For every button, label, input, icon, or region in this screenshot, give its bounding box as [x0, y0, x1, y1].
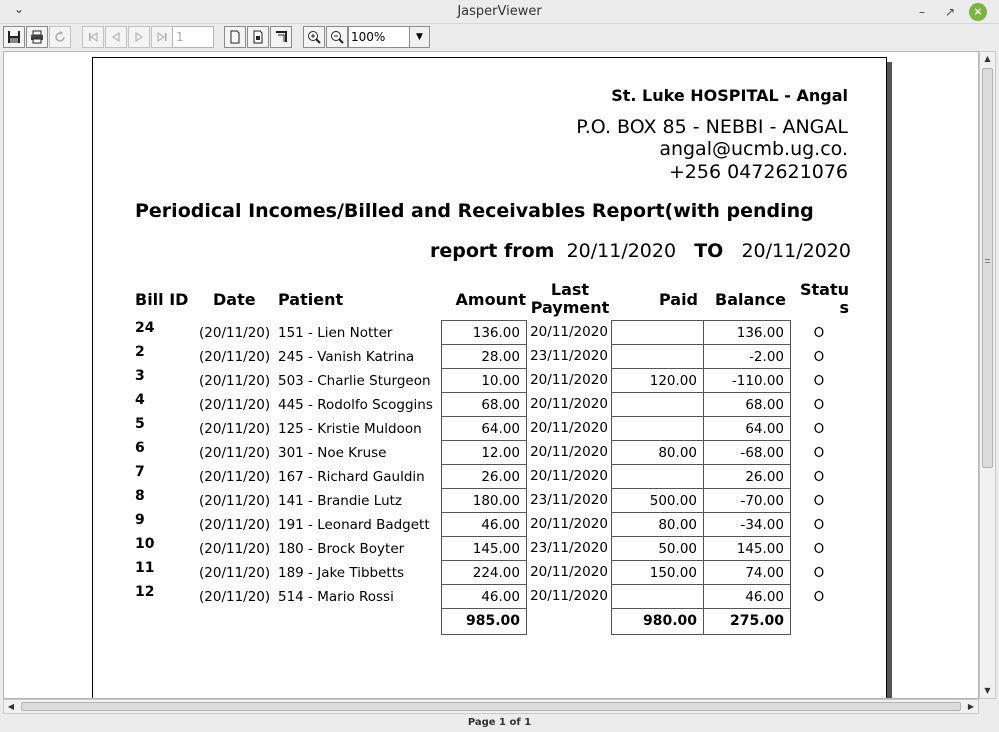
row-bill-id: 3: [135, 368, 145, 384]
print-button[interactable]: [26, 26, 48, 48]
report-page: [92, 57, 887, 699]
row-date: (20/11/20): [199, 349, 271, 365]
vertical-scroll-thumb[interactable]: [982, 68, 993, 468]
row-status: O: [813, 493, 825, 509]
row-balance: -110.00: [703, 368, 791, 393]
horizontal-scrollbar[interactable]: [3, 699, 979, 714]
row-last-payment: 20/11/2020: [530, 324, 608, 340]
row-bill-id: 8: [135, 488, 145, 504]
column-header-paid: Paid: [658, 290, 698, 309]
row-last-payment: 20/11/2020: [530, 588, 608, 604]
column-header-bill-id: Bill ID: [135, 290, 189, 309]
scroll-right-icon[interactable]: ▶: [967, 702, 975, 711]
actual-size-button[interactable]: [224, 26, 246, 48]
first-page-button[interactable]: [82, 26, 104, 48]
row-date: (20/11/20): [199, 373, 271, 389]
column-header-amount: Amount: [455, 290, 526, 309]
row-last-payment: 23/11/2020: [530, 348, 608, 364]
row-date: (20/11/20): [199, 589, 271, 605]
row-patient: 191 - Leonard Badgett: [278, 517, 430, 533]
row-patient: 301 - Noe Kruse: [278, 445, 387, 461]
row-status: O: [813, 541, 825, 557]
row-amount: 12.00: [441, 440, 527, 465]
row-last-payment: 20/11/2020: [530, 396, 608, 412]
row-date: (20/11/20): [199, 421, 271, 437]
row-amount: 46.00: [441, 584, 527, 609]
row-balance: 74.00: [703, 560, 791, 585]
hospital-email: angal@ucmb.ug.co.: [659, 138, 848, 160]
row-bill-id: 4: [135, 392, 145, 408]
row-date: (20/11/20): [199, 565, 271, 581]
title-bar: [0, 0, 999, 24]
row-amount: 180.00: [441, 488, 527, 513]
total-amount: 985.00: [441, 608, 527, 635]
report-from-date: 20/11/2020: [566, 240, 677, 262]
row-patient: 180 - Brock Boyter: [278, 541, 405, 557]
save-icon: [7, 30, 21, 44]
row-status: O: [813, 517, 825, 533]
last-page-icon: [155, 30, 169, 44]
first-page-icon: [86, 30, 100, 44]
row-patient: 189 - Jake Tibbetts: [278, 565, 405, 581]
row-paid: 120.00: [611, 368, 704, 393]
row-bill-id: 7: [135, 464, 145, 480]
fit-width-icon: [274, 30, 288, 44]
next-page-button[interactable]: [128, 26, 150, 48]
row-amount: 68.00: [441, 392, 527, 417]
row-status: O: [813, 421, 825, 437]
row-paid: [611, 584, 704, 609]
row-balance: -68.00: [703, 440, 791, 465]
page-icon: [228, 30, 242, 44]
row-date: (20/11/20): [199, 469, 271, 485]
row-patient: 141 - Brandie Lutz: [278, 493, 402, 509]
previous-page-button[interactable]: [105, 26, 127, 48]
row-paid: [611, 320, 704, 345]
row-balance: -2.00: [703, 344, 791, 369]
row-last-payment: 20/11/2020: [530, 564, 608, 580]
total-balance: 275.00: [703, 608, 791, 635]
zoom-select[interactable]: [348, 26, 430, 48]
row-status: O: [813, 325, 825, 341]
row-balance: 46.00: [703, 584, 791, 609]
horizontal-scroll-thumb[interactable]: [21, 702, 961, 711]
row-bill-id: 24: [135, 320, 155, 336]
row-amount: 224.00: [441, 560, 527, 585]
scroll-up-icon[interactable]: ▲: [984, 54, 991, 63]
row-amount: 26.00: [441, 464, 527, 489]
row-last-payment: 20/11/2020: [530, 516, 608, 532]
zoom-out-icon: [330, 30, 344, 44]
fit-width-button[interactable]: [270, 26, 292, 48]
row-bill-id: 12: [135, 584, 155, 600]
hospital-name: St. Luke HOSPITAL - Angal: [611, 86, 848, 105]
row-balance: 68.00: [703, 392, 791, 417]
row-patient: 125 - Kristie Muldoon: [278, 421, 422, 437]
row-date: (20/11/20): [199, 397, 271, 413]
report-to-label: TO: [694, 240, 724, 262]
row-status: O: [813, 373, 825, 389]
column-header-last-payment-line1: Last: [550, 280, 590, 299]
row-paid: [611, 416, 704, 441]
row-amount: 28.00: [441, 344, 527, 369]
row-date: (20/11/20): [199, 325, 271, 341]
page-number-input[interactable]: [172, 26, 214, 48]
row-status: O: [813, 469, 825, 485]
row-balance: 136.00: [703, 320, 791, 345]
row-last-payment: 20/11/2020: [530, 420, 608, 436]
row-bill-id: 5: [135, 416, 145, 432]
zoom-out-button[interactable]: [326, 26, 348, 48]
last-page-button[interactable]: [151, 26, 173, 48]
column-header-balance: Balance: [715, 290, 786, 309]
maximize-icon[interactable]: ↗: [944, 5, 956, 19]
report-title: Periodical Incomes/Billed and Receivables Report(with pending: [135, 200, 814, 222]
row-patient: 245 - Vanish Katrina: [278, 349, 415, 365]
row-status: O: [813, 349, 825, 365]
chevron-down-icon[interactable]: ⌄: [14, 2, 25, 16]
fit-page-button[interactable]: [247, 26, 269, 48]
page-status: Page 1 of 1: [467, 717, 532, 728]
dropdown-arrow-icon[interactable]: ▼: [409, 27, 429, 47]
zoom-in-icon: [307, 30, 321, 44]
zoom-in-button[interactable]: [303, 26, 325, 48]
report-to-date: 20/11/2020: [741, 240, 851, 262]
row-amount: 145.00: [441, 536, 527, 561]
scroll-left-icon[interactable]: ◀: [7, 702, 15, 711]
window-title: JasperViewer: [457, 4, 542, 19]
row-last-payment: 20/11/2020: [530, 468, 608, 484]
row-status: O: [813, 589, 825, 605]
minimize-icon[interactable]: –: [919, 5, 925, 19]
fit-page-icon: [251, 30, 265, 44]
row-patient: 514 - Mario Rossi: [278, 589, 394, 605]
column-header-status-line1: Statu: [799, 280, 849, 299]
row-patient: 167 - Richard Gauldin: [278, 469, 425, 485]
report-from-label: report from: [430, 240, 555, 262]
row-balance: 26.00: [703, 464, 791, 489]
row-amount: 136.00: [441, 320, 527, 345]
row-status: O: [813, 397, 825, 413]
row-amount: 46.00: [441, 512, 527, 537]
row-paid: 50.00: [611, 536, 704, 561]
row-last-payment: 23/11/2020: [530, 492, 608, 508]
column-header-date: Date: [213, 290, 256, 309]
printer-icon: [30, 30, 44, 44]
zoom-value: 100%: [351, 30, 386, 44]
scroll-down-icon[interactable]: ▼: [984, 686, 991, 695]
row-bill-id: 6: [135, 440, 145, 456]
row-patient: 445 - Rodolfo Scoggins: [278, 397, 433, 413]
row-last-payment: 20/11/2020: [530, 444, 608, 460]
next-page-icon: [132, 30, 146, 44]
row-last-payment: 23/11/2020: [530, 540, 608, 556]
total-paid: 980.00: [611, 608, 704, 635]
save-button[interactable]: [3, 26, 25, 48]
report-viewport[interactable]: [3, 51, 979, 699]
row-balance: 64.00: [703, 416, 791, 441]
grip-icon: [985, 259, 990, 263]
previous-page-icon: [109, 30, 123, 44]
row-last-payment: 20/11/2020: [530, 372, 608, 388]
column-header-status-line2: s: [839, 298, 849, 317]
toolbar: [0, 24, 999, 50]
reload-button[interactable]: [49, 26, 71, 48]
row-paid: 80.00: [611, 440, 704, 465]
row-date: (20/11/20): [199, 517, 271, 533]
row-date: (20/11/20): [199, 445, 271, 461]
row-status: O: [813, 565, 825, 581]
row-patient: 151 - Lien Notter: [278, 325, 393, 341]
row-bill-id: 10: [135, 536, 155, 552]
column-header-last-payment-line2: Payment: [530, 298, 610, 317]
row-paid: [611, 344, 704, 369]
row-balance: -34.00: [703, 512, 791, 537]
row-patient: 503 - Charlie Sturgeon: [278, 373, 431, 389]
vertical-scrollbar[interactable]: [979, 51, 996, 699]
row-paid: [611, 464, 704, 489]
column-header-patient: Patient: [278, 290, 344, 309]
row-amount: 10.00: [441, 368, 527, 393]
row-status: O: [813, 445, 825, 461]
row-paid: 80.00: [611, 512, 704, 537]
hospital-phone: +256 0472621076: [668, 161, 848, 183]
row-date: (20/11/20): [199, 493, 271, 509]
row-bill-id: 11: [135, 560, 155, 576]
close-icon[interactable]: ×: [969, 3, 987, 21]
row-bill-id: 9: [135, 512, 145, 528]
hospital-address: P.O. BOX 85 - NEBBI - ANGAL: [576, 116, 848, 138]
row-bill-id: 2: [135, 344, 145, 360]
row-paid: 150.00: [611, 560, 704, 585]
row-amount: 64.00: [441, 416, 527, 441]
row-paid: [611, 392, 704, 417]
row-balance: 145.00: [703, 536, 791, 561]
row-date: (20/11/20): [199, 541, 271, 557]
row-paid: 500.00: [611, 488, 704, 513]
row-balance: -70.00: [703, 488, 791, 513]
report-date-range: [430, 240, 851, 262]
reload-icon: [53, 30, 67, 44]
